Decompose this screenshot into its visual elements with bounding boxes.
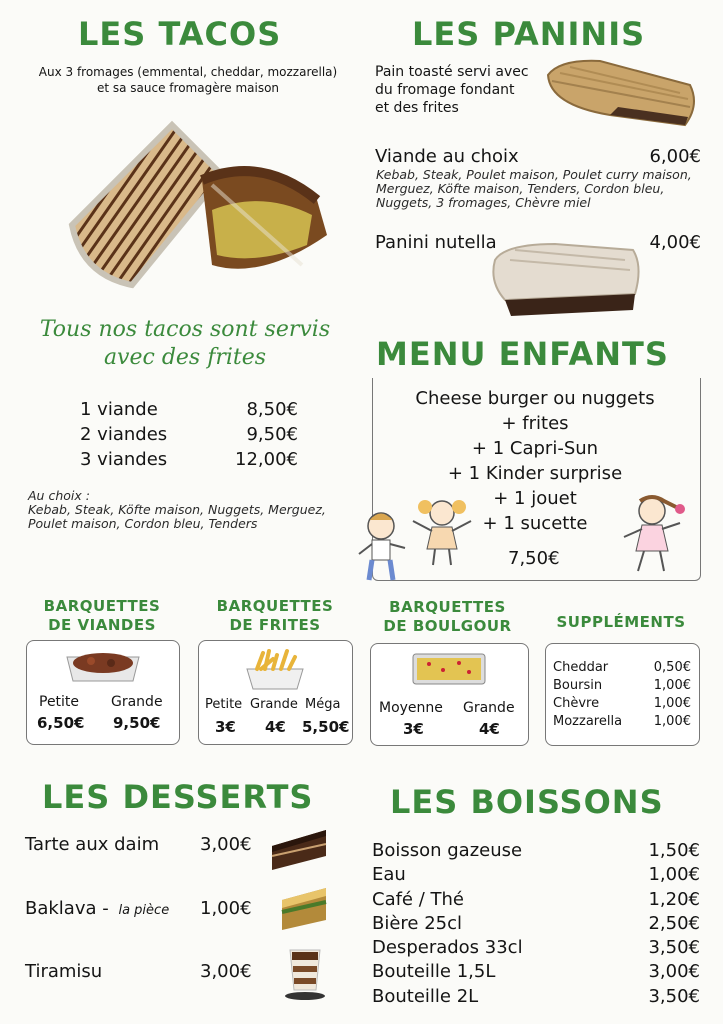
boissons-list (372, 839, 700, 1009)
barquette-boulgour-box (370, 643, 529, 746)
panini-options-line1: Kebab, Steak, Poulet maison, Poulet curry maison, (376, 167, 692, 182)
boisson-row (372, 839, 700, 863)
enfants-title: MENU ENFANTS (376, 335, 669, 373)
panini-viande-label: Viande au choix (375, 146, 519, 167)
panini-nutella-image (485, 238, 645, 320)
dessert-label: Tiramisu (25, 961, 103, 982)
tacos-price-label: 2 viandes (80, 424, 168, 445)
barquette-viandes-title (22, 597, 182, 635)
barquette-viandes-size1: Petite (39, 694, 80, 710)
panini-options-line3: Nuggets, 3 fromages, Chèvre miel (376, 195, 591, 210)
tacos-price-row (80, 423, 298, 447)
boisson-label: Bouteille 2L (372, 985, 479, 1007)
barquette-frites-title (196, 597, 354, 635)
dessert-label: Tarte aux daim (25, 834, 160, 855)
dessert-note: la pièce (118, 903, 170, 918)
barquette-frites-title1: BARQUETTES (216, 597, 334, 615)
supplement-row (553, 695, 691, 713)
dessert-label: Baklava - (25, 898, 109, 919)
enfants-line: + 1 Capri-Sun (471, 438, 599, 459)
barquette-viandes-price2: 9,50€ (113, 714, 161, 732)
tacos-price-label: 1 viande (80, 399, 158, 420)
tacos-price-value: 8,50€ (246, 399, 298, 420)
tacos-price-row (80, 398, 298, 422)
tacos-subtitle-line2: et sa sauce fromagère maison (96, 81, 280, 95)
supplement-label: Mozzarella (553, 714, 623, 729)
barquette-viandes-image (63, 647, 143, 685)
panini-viande-price: 6,00€ (649, 146, 701, 167)
boisson-label: Bière 25cl (372, 912, 463, 934)
tacos-subtitle-line1: Aux 3 fromages (emmental, cheddar, mozzarella) (38, 65, 338, 79)
boisson-label: Eau (372, 864, 406, 886)
paninis-description (375, 63, 529, 117)
boisson-label: Boisson gazeuse (372, 840, 523, 861)
tacos-choice-title: Au choix : (28, 488, 90, 503)
tiramisu-image (282, 944, 328, 1002)
dessert-row (25, 961, 102, 982)
barquette-frites-size3: Méga (305, 697, 341, 712)
boisson-row (372, 912, 700, 936)
boisson-price: 3,50€ (648, 985, 700, 1007)
boisson-label: Café / Thé (372, 888, 464, 910)
barquette-viandes-box (26, 640, 180, 745)
kid-boy-illustration (357, 508, 409, 586)
dessert-price: 3,00€ (200, 834, 252, 855)
tacos-served-note (20, 316, 350, 371)
barquette-frites-title2: DE FRITES (229, 616, 321, 634)
paninis-desc-line3: et des frites (375, 100, 459, 116)
tacos-price-label: 3 viandes (80, 449, 168, 470)
enfants-line: + 1 Kinder surprise (447, 463, 623, 484)
barquette-boulgour-title2: DE BOULGOUR (383, 617, 512, 635)
boisson-price: 2,50€ (648, 912, 700, 934)
supplement-label: Boursin (553, 678, 603, 693)
barquette-boulgour-title1: BARQUETTES (389, 598, 506, 616)
supplement-row (553, 659, 691, 677)
boisson-label: Desperados 33cl (372, 937, 523, 959)
dessert-row (25, 834, 159, 855)
enfants-line: + 1 jouet (493, 488, 577, 509)
supplements-title: SUPPLÉMENTS (556, 613, 686, 631)
panini-image (540, 55, 700, 135)
supplement-price: 1,00€ (653, 678, 691, 693)
boisson-price: 3,00€ (648, 961, 700, 983)
kid-girl2-illustration (618, 493, 690, 575)
panini-options-line2: Merguez, Köfte maison, Tenders, Cordon bleu, (376, 181, 665, 196)
barquette-boulgour-size2: Grande (463, 700, 515, 716)
barquette-frites-size2: Grande (250, 697, 298, 712)
barquette-boulgour-price2: 4€ (479, 720, 500, 738)
desserts-title: LES DESSERTS (42, 778, 314, 816)
panini-nutella-label: Panini nutella (375, 232, 497, 253)
tacos-price-value: 9,50€ (246, 424, 298, 445)
barquette-viandes-price1: 6,50€ (37, 714, 85, 732)
paninis-desc-line2: du fromage fondant (375, 82, 515, 98)
supplement-price: 1,00€ (653, 714, 691, 729)
supplement-row (553, 713, 691, 731)
supplement-row (553, 677, 691, 695)
enfants-line: Cheese burger ou nuggets (415, 388, 655, 409)
boisson-price: 1,20€ (648, 888, 700, 910)
dessert-price: 3,00€ (200, 961, 252, 982)
barquette-frites-price3: 5,50€ (302, 718, 350, 736)
supplement-label: Cheddar (553, 660, 609, 675)
tacos-served-line1: Tous nos tacos sont servis (39, 317, 331, 342)
tacos-subtitle (18, 64, 358, 96)
tacos-choices (28, 489, 368, 531)
tacos-image (62, 115, 342, 295)
barquette-frites-price2: 4€ (265, 718, 286, 736)
paninis-desc-line1: Pain toasté servi avec (375, 64, 529, 80)
boisson-row (372, 863, 700, 887)
tacos-price-value: 12,00€ (235, 449, 298, 470)
enfants-price: 7,50€ (508, 548, 560, 569)
tacos-price-row (80, 448, 298, 472)
barquette-boulgour-price1: 3€ (403, 720, 424, 738)
barquette-boulgour-image (409, 650, 489, 688)
barquette-boulgour-title (370, 598, 525, 636)
boisson-row (372, 985, 700, 1009)
tacos-served-line2: avec des frites (103, 344, 267, 370)
enfants-line: + 1 sucette (482, 513, 588, 534)
dessert-row (25, 898, 169, 919)
supplements-list (553, 659, 691, 731)
boissons-title: LES BOISSONS (390, 783, 664, 821)
cake-image (268, 826, 330, 872)
supplement-price: 1,00€ (653, 696, 691, 711)
baklava-image (276, 882, 332, 934)
supplement-label: Chèvre (553, 696, 600, 711)
boisson-row (372, 888, 700, 912)
boisson-row (372, 960, 700, 984)
barquette-viandes-title2: DE VIANDES (48, 616, 156, 634)
barquette-boulgour-size1: Moyenne (379, 700, 443, 716)
tacos-choice-line1: Kebab, Steak, Köfte maison, Nuggets, Merguez, (28, 502, 326, 517)
barquette-frites-image (243, 647, 307, 691)
boisson-row (372, 936, 700, 960)
boisson-label: Bouteille 1,5L (372, 961, 496, 983)
barquette-frites-box (198, 640, 353, 745)
barquette-viandes-size2: Grande (111, 694, 163, 710)
enfants-line: + frites (501, 413, 569, 434)
supplement-price: 0,50€ (653, 660, 691, 675)
barquette-frites-price1: 3€ (215, 718, 236, 736)
boisson-price: 1,00€ (648, 864, 700, 886)
panini-nutella-price: 4,00€ (649, 232, 701, 253)
paninis-title: LES PANINIS (412, 15, 646, 53)
boisson-price: 1,50€ (648, 840, 700, 861)
boisson-price: 3,50€ (648, 937, 700, 959)
dessert-price: 1,00€ (200, 898, 252, 919)
panini-viande-options (376, 168, 706, 210)
barquette-frites-size1: Petite (205, 697, 243, 712)
kid-girl-illustration (407, 497, 477, 569)
tacos-choice-line2: Poulet maison, Cordon bleu, Tenders (28, 516, 258, 531)
panini-viande-row (375, 145, 701, 169)
tacos-title: LES TACOS (78, 15, 282, 53)
barquette-viandes-title1: BARQUETTES (43, 597, 161, 615)
